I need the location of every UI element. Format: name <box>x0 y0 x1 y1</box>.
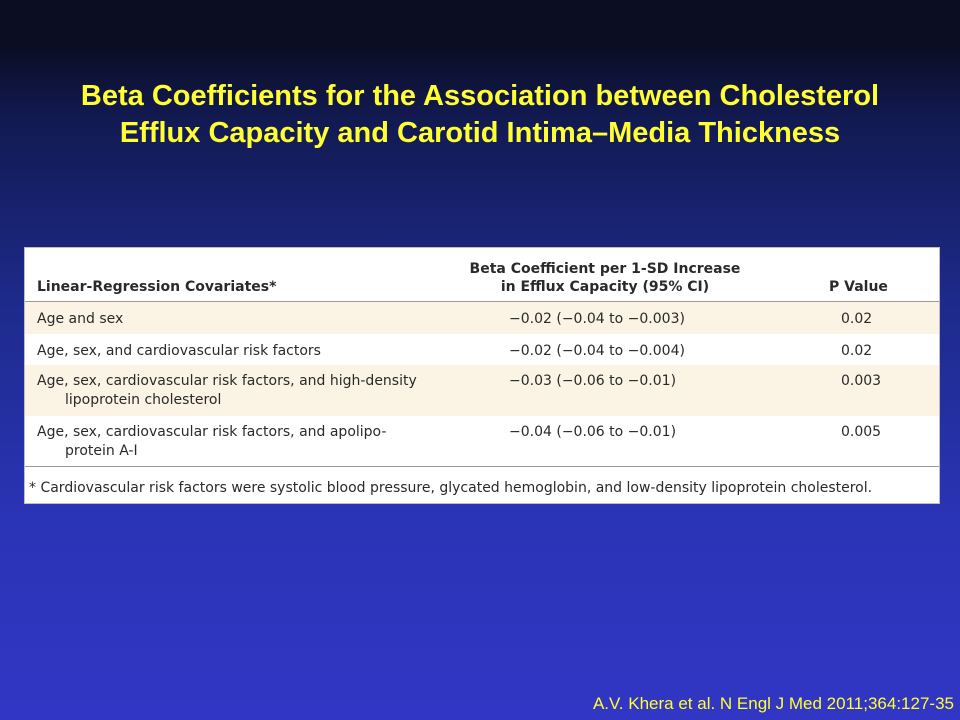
slide-title-line-1: Beta Coefficients for the Association between Cholesterol <box>80 80 880 112</box>
header-covariates: Linear-Regression Covariates* <box>37 279 277 295</box>
header-beta-line-2: in Efflux Capacity (95% CI) <box>500 279 710 295</box>
row-covariates <box>37 342 457 361</box>
row-covariates-line-1: Age, sex, cardiovascular risk factors, and high-density <box>37 373 417 389</box>
row-covariates <box>37 423 457 461</box>
table-row <box>25 416 939 466</box>
row-beta: −0.04 (−0.06 to −0.01) <box>509 424 677 440</box>
citation: A.V. Khera et al. N Engl J Med 2011;364:127-35 <box>592 694 954 713</box>
row-covariates-line-2: lipoprotein cholesterol <box>65 392 222 408</box>
row-beta: −0.02 (−0.04 to −0.003) <box>509 311 685 327</box>
table-header <box>25 248 939 302</box>
row-p-value: 0.003 <box>841 373 882 389</box>
table-row <box>25 365 939 416</box>
row-p-value: 0.005 <box>841 424 882 440</box>
header-p-value: P Value <box>829 279 888 295</box>
row-covariates-line-1: Age, sex, and cardiovascular risk factors <box>37 343 321 359</box>
row-beta: −0.02 (−0.04 to −0.004) <box>509 343 685 359</box>
header-beta-coefficient <box>465 260 745 296</box>
row-p-value: 0.02 <box>841 311 873 327</box>
results-table <box>24 247 940 504</box>
row-covariates-line-1: Age, sex, cardiovascular risk factors, and apolipo- <box>37 424 387 440</box>
row-beta: −0.03 (−0.06 to −0.01) <box>509 373 677 389</box>
footnote-text: * Cardiovascular risk factors were systolic blood pressure, glycated hemoglobin, and low-density lipoprotein cholesterol. <box>29 480 873 496</box>
row-covariates <box>37 310 457 329</box>
row-p-value: 0.02 <box>841 343 873 359</box>
table-footnote <box>25 466 939 505</box>
slide-title <box>0 78 960 152</box>
header-beta-line-1: Beta Coefficient per 1-SD Increase <box>469 261 741 277</box>
row-covariates <box>37 372 457 410</box>
row-covariates-line-2: protein A-I <box>65 443 138 459</box>
table-row <box>25 302 939 334</box>
table-row <box>25 334 939 365</box>
slide-title-line-2: Efflux Capacity and Carotid Intima–Media Thickness <box>119 117 841 149</box>
row-covariates-line-1: Age and sex <box>37 311 124 327</box>
